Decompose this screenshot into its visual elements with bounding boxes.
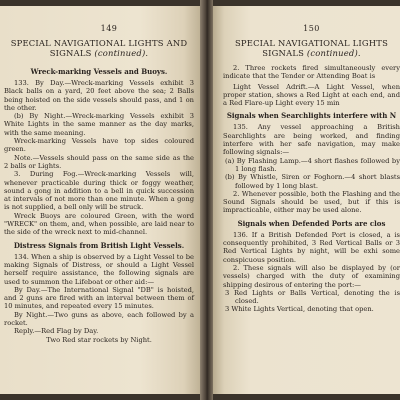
paragraph: 135. Any vessel approaching a British Searchlights are being worked, and finding interfere with her safe navigation, may make following signals:— [223,123,400,157]
section-title: Signals when Searchlights interfere with N [226,111,397,121]
section-title: Distress Signals from British Light Vessels. [13,240,185,250]
paragraph: 2. Whenever possible, both the Flashing and the Sound Signals should be used, but if this is impracticable, either may be used alone. [223,189,400,215]
left-page [0,6,200,394]
paragraph: Note.—Vessels should pass on the same side as the 2 balls or Lights. [4,153,194,170]
heading-signals: SIGNALS [49,48,92,58]
paragraph: Light Vessel Adrift.—A Light Vessel, when proper station, shows a Red Light at each end, and a Red Flare-up Light every 15 min [223,82,400,108]
heading-signals: SIGNALS [262,48,305,58]
paragraph: 2. These signals will also be displayed by (or vessels) charged with the duty of examining shipping desirous of entering the port:— [223,263,400,289]
book-gutter [200,0,213,400]
paragraph: 136. If a British Defended Port is closed, a is consequently prohibited, 3 Red Vertical Balls or 3 Red Vertical Lights by night, will be exhi some conspicuous position. [223,230,400,264]
page-heading: SPECIAL NAVIGATIONAL LIGHTS [234,38,389,48]
paragraph: Two Red star rockets by Night. [46,335,152,344]
paragraph: By Night.—Two guns as above, each followed by a rocket. [4,310,194,328]
heading-continued: (continued). [94,48,149,58]
paragraph: Reply.—Red Flag by Day. [14,327,99,336]
page-number: 149 [100,24,118,33]
page-heading-line2 [4,48,194,58]
paragraph: (b) By Night.—Wreck-marking Vessels exhibit 3 White Lights in the same manner as the day marks, with the same meaning. [4,112,194,137]
paragraph: 134. When a ship is observed by a Light Vessel to be making Signals of Distress, or should a Light Vessel herself require assistance, the following signals are used to summon the Lifeboat or other aid:— [4,252,194,286]
section-title: Wreck-marking Vessels and Buoys. [30,67,168,76]
page-heading: SPECIAL NAVIGATIONAL LIGHTS AND [10,38,188,48]
right-page [213,6,400,394]
heading-continued: (continued). [306,48,361,58]
paragraph: By Day.—The International Signal "DB" is hoisted, and 2 guns are fired with an interval between them of 10 minutes, and repeated every 15 minutes. [4,285,194,311]
paragraph: (a) By Flashing Lamp.—4 short flashes followed by 1 long flash. [225,156,400,173]
paragraph: 3. During Fog.—Wreck-marking Vessels will, whenever practicable during thick or foggy weather, sound a gong in addition to a bell in quick succession at intervals of not more than one minute. When a gong is not supplied, a bell only will be struck. [4,170,194,212]
section-title: Signals when Defended Ports are clos [237,218,386,228]
paragraph: 3 White Lights Vertical, denoting that open. [225,305,374,314]
page-number: 150 [303,24,320,33]
paragraph: Wreck Buoys are coloured Green, with the word "WRECK" on them, and, when possible, are laid near to the side of the wreck next to mid-channel. [4,211,194,237]
paragraph: (b) By Whistle, Siren or Foghorn.—4 short blasts followed by 1 long blast. [225,173,400,190]
paragraph: Wreck-marking Vessels have top sides coloured green. [4,137,194,154]
paragraph: 2. Three rockets fired simultaneously every indicate that the Tender or Attending Boat is [223,64,400,81]
paragraph: 3 Red Lights or Balls Vertical, denoting the is closed. [225,288,400,306]
paragraph: 133. By Day.—Wreck-marking Vessels exhibit 3 Black balls on a yard, 20 feet above the sea; 2 Balls being hoisted on the side vessels should pass, and 1 on the other. [4,79,194,112]
page-heading-line2 [223,48,400,58]
